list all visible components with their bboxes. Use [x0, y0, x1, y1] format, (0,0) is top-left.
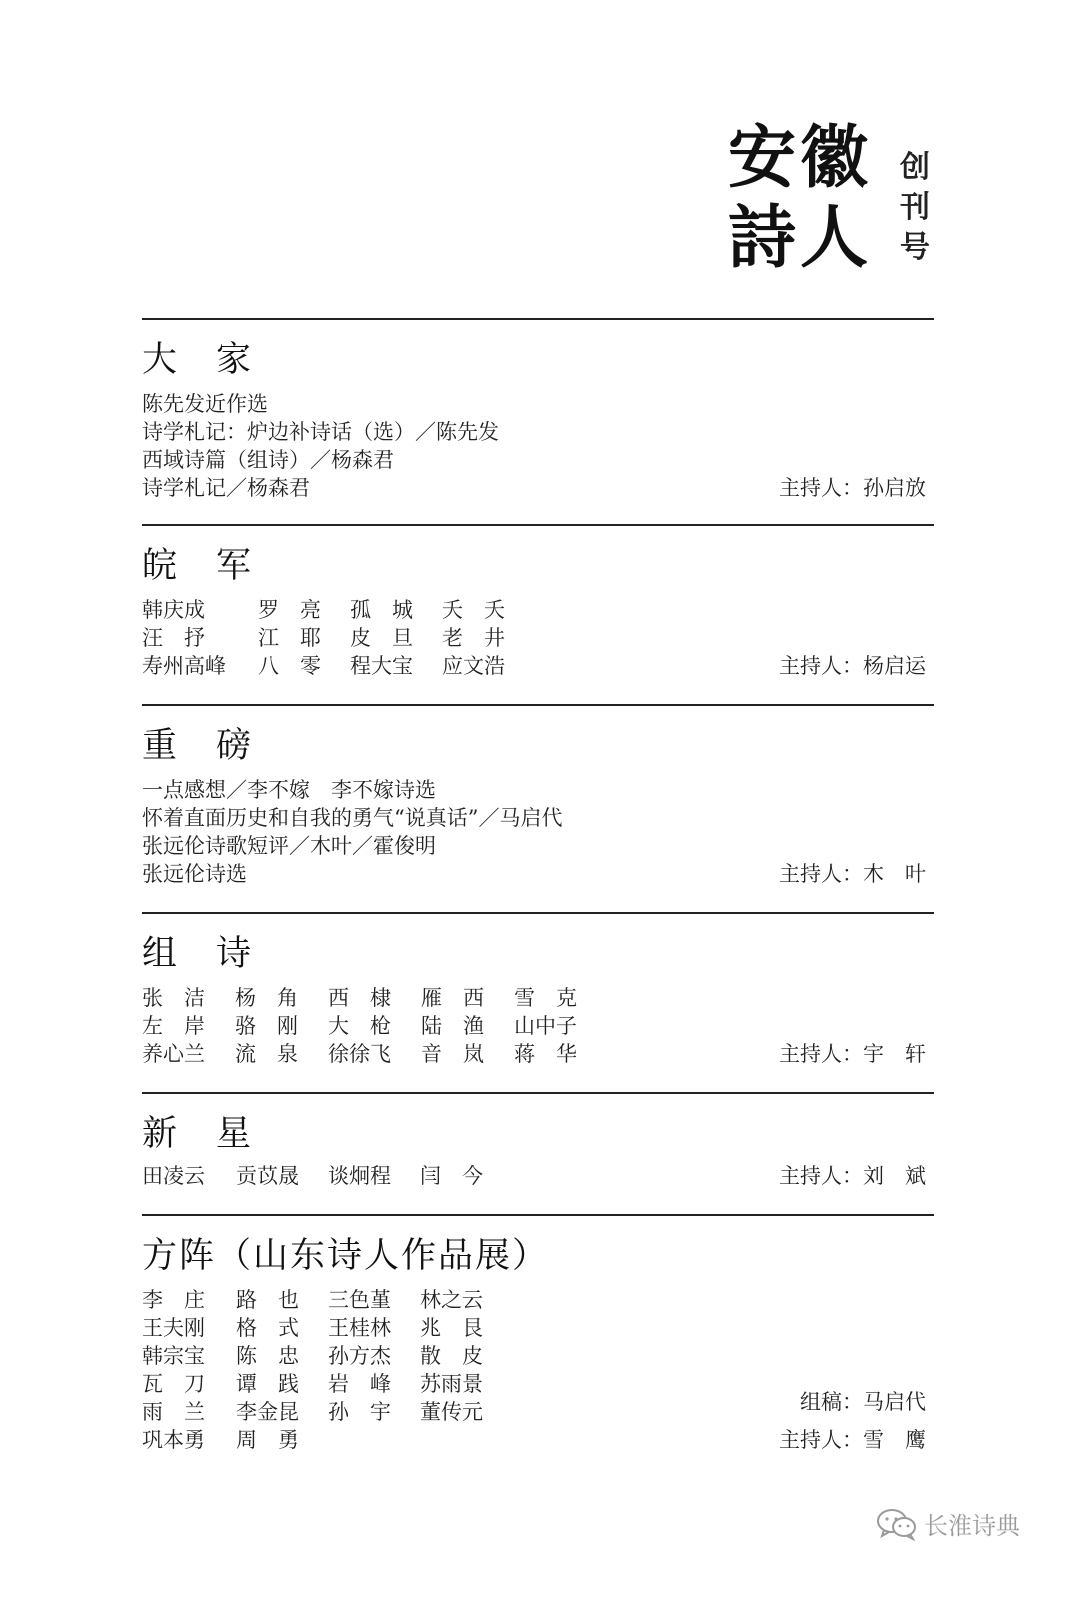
- toc-section: [142, 524, 934, 704]
- contents-entry: 陈先发近作选: [142, 392, 268, 416]
- poet-name: 苏雨景: [420, 1372, 483, 1396]
- section-host: [779, 652, 926, 680]
- masthead: [728, 118, 958, 278]
- issue-char: 创: [900, 150, 930, 185]
- poet-name: 皮 旦: [350, 626, 413, 650]
- poet-name: 孙 宇: [328, 1400, 391, 1424]
- poet-name: 左 岸: [142, 1014, 205, 1038]
- table-of-contents: [142, 318, 934, 1466]
- poet-name: 闫 今: [420, 1164, 483, 1188]
- contents-entry: 张远伦诗选: [142, 862, 247, 886]
- issue-char: 号: [900, 230, 930, 265]
- toc-section: [142, 318, 934, 524]
- poet-row: [142, 1012, 934, 1040]
- wechat-icon: [876, 1507, 918, 1541]
- poet-name: 岩 峰: [328, 1372, 391, 1396]
- poet-name: 瓦 刀: [142, 1372, 205, 1396]
- poet-name: 养心兰: [142, 1042, 205, 1066]
- section-title: 方阵（山东诗人作品展）: [142, 1236, 550, 1276]
- section-body: [142, 390, 934, 502]
- section-host: [779, 1388, 926, 1454]
- poet-name: 杨 角: [235, 986, 298, 1010]
- poet-name: 孤 城: [350, 598, 413, 622]
- contents-entry: 张远伦诗歌短评／木叶／霍俊明: [142, 834, 436, 858]
- poet-name: 大 枪: [328, 1014, 391, 1038]
- poet-name: 孙方杰: [328, 1344, 391, 1368]
- section-body: [142, 984, 934, 1068]
- poet-name: 韩宗宝: [142, 1344, 205, 1368]
- poet-name: 三色堇: [328, 1288, 391, 1312]
- poet-name: 李金昆: [236, 1400, 299, 1424]
- poet-name: 周 勇: [236, 1428, 299, 1452]
- poet-name: 散 皮: [420, 1344, 483, 1368]
- host-name: 主持人：宇 轩: [779, 1042, 926, 1066]
- poet-name: 谭 践: [236, 1372, 299, 1396]
- poet-name: 雪 克: [514, 986, 577, 1010]
- contents-entry: 一点感想／李不嫁 李不嫁诗选: [142, 778, 436, 802]
- poet-row: [142, 984, 934, 1012]
- poet-name: 韩庆成: [142, 598, 205, 622]
- issue-char: 刊: [900, 190, 930, 225]
- poet-name: 李 庄: [142, 1288, 205, 1312]
- poet-name: 兆 艮: [420, 1316, 483, 1340]
- poet-name: 雨 兰: [142, 1400, 205, 1424]
- editor-name: 组稿：马启代: [800, 1390, 926, 1414]
- toc-section: [142, 1092, 934, 1214]
- poet-name: 陆 渔: [421, 1014, 484, 1038]
- poet-name: 夭 夭: [442, 598, 505, 622]
- contents-entry: 诗学札记：炉边补诗话（选）／陈先发: [142, 420, 499, 444]
- poet-name: 西 棣: [328, 986, 391, 1010]
- watermark: [876, 1506, 1020, 1541]
- poet-name: 流 泉: [235, 1042, 298, 1066]
- poet-name: 罗 亮: [258, 598, 321, 622]
- section-title: 新 星: [142, 1114, 254, 1154]
- poet-name: 应文浩: [442, 654, 505, 678]
- section-host: [779, 860, 926, 888]
- poet-name: 寿州高峰: [142, 654, 226, 678]
- section-body: [142, 1286, 934, 1454]
- watermark-text: 长淮诗典: [924, 1512, 1020, 1540]
- host-name: 主持人：杨启运: [779, 654, 926, 678]
- section-title: 重 磅: [142, 726, 254, 766]
- toc-section: [142, 704, 934, 912]
- poet-row: [142, 1342, 934, 1370]
- poet-row: [142, 1286, 934, 1314]
- poet-name: 老 井: [442, 626, 505, 650]
- poet-name: 董传元: [420, 1400, 483, 1424]
- poet-name: 路 也: [236, 1288, 299, 1312]
- contents-entry: 诗学札记／杨森君: [142, 476, 310, 500]
- poet-name: 蒋 华: [514, 1042, 577, 1066]
- poet-name: 八 零: [258, 654, 321, 678]
- section-title: 大 家: [142, 340, 254, 380]
- section-title: 皖 军: [142, 546, 254, 586]
- poet-name: 江 耶: [258, 626, 321, 650]
- poet-row: [142, 624, 934, 652]
- poet-name: 田凌云: [142, 1164, 205, 1188]
- toc-section: [142, 1214, 934, 1466]
- issue-label: [900, 148, 940, 268]
- contents-entry: 怀着直面历史和自我的勇气“说真话”／马启代: [142, 806, 563, 830]
- poet-name: 巩本勇: [142, 1428, 205, 1452]
- poet-name: 雁 西: [421, 986, 484, 1010]
- poet-name: 王夫刚: [142, 1316, 205, 1340]
- section-body: [142, 1162, 934, 1190]
- title-line-1: 安徽: [728, 118, 873, 198]
- host-name: 主持人：木 叶: [779, 862, 926, 886]
- contents-entry: 西域诗篇（组诗）／杨森君: [142, 448, 394, 472]
- poet-name: 张 洁: [142, 986, 205, 1010]
- poet-name: 山中子: [514, 1014, 577, 1038]
- poet-name: 林之云: [420, 1288, 483, 1312]
- poet-name: 贡苡晟: [236, 1164, 299, 1188]
- poet-name: 格 式: [236, 1316, 299, 1340]
- toc-section: [142, 912, 934, 1092]
- section-title: 组 诗: [142, 934, 254, 974]
- host-name: 主持人：雪 鹰: [779, 1428, 926, 1452]
- poet-name: 谈炯程: [328, 1164, 391, 1188]
- poet-name: 汪 抒: [142, 626, 205, 650]
- poet-name: 陈 忠: [236, 1344, 299, 1368]
- host-name: 主持人：刘 斌: [779, 1164, 926, 1188]
- host-name: 主持人：孙启放: [779, 476, 926, 500]
- magazine-title: [728, 118, 878, 278]
- poet-row: [142, 1314, 934, 1342]
- section-host: [779, 1040, 926, 1068]
- section-host: [779, 474, 926, 502]
- section-body: [142, 596, 934, 680]
- title-line-2: 詩人: [728, 198, 873, 278]
- poet-name: 音 岚: [421, 1042, 484, 1066]
- poet-row: [142, 596, 934, 624]
- section-body: [142, 776, 934, 888]
- section-host: [779, 1162, 926, 1190]
- poet-name: 程大宝: [350, 654, 413, 678]
- poet-name: 徐徐飞: [328, 1042, 391, 1066]
- poet-name: 王桂林: [328, 1316, 391, 1340]
- poet-name: 骆 刚: [235, 1014, 298, 1038]
